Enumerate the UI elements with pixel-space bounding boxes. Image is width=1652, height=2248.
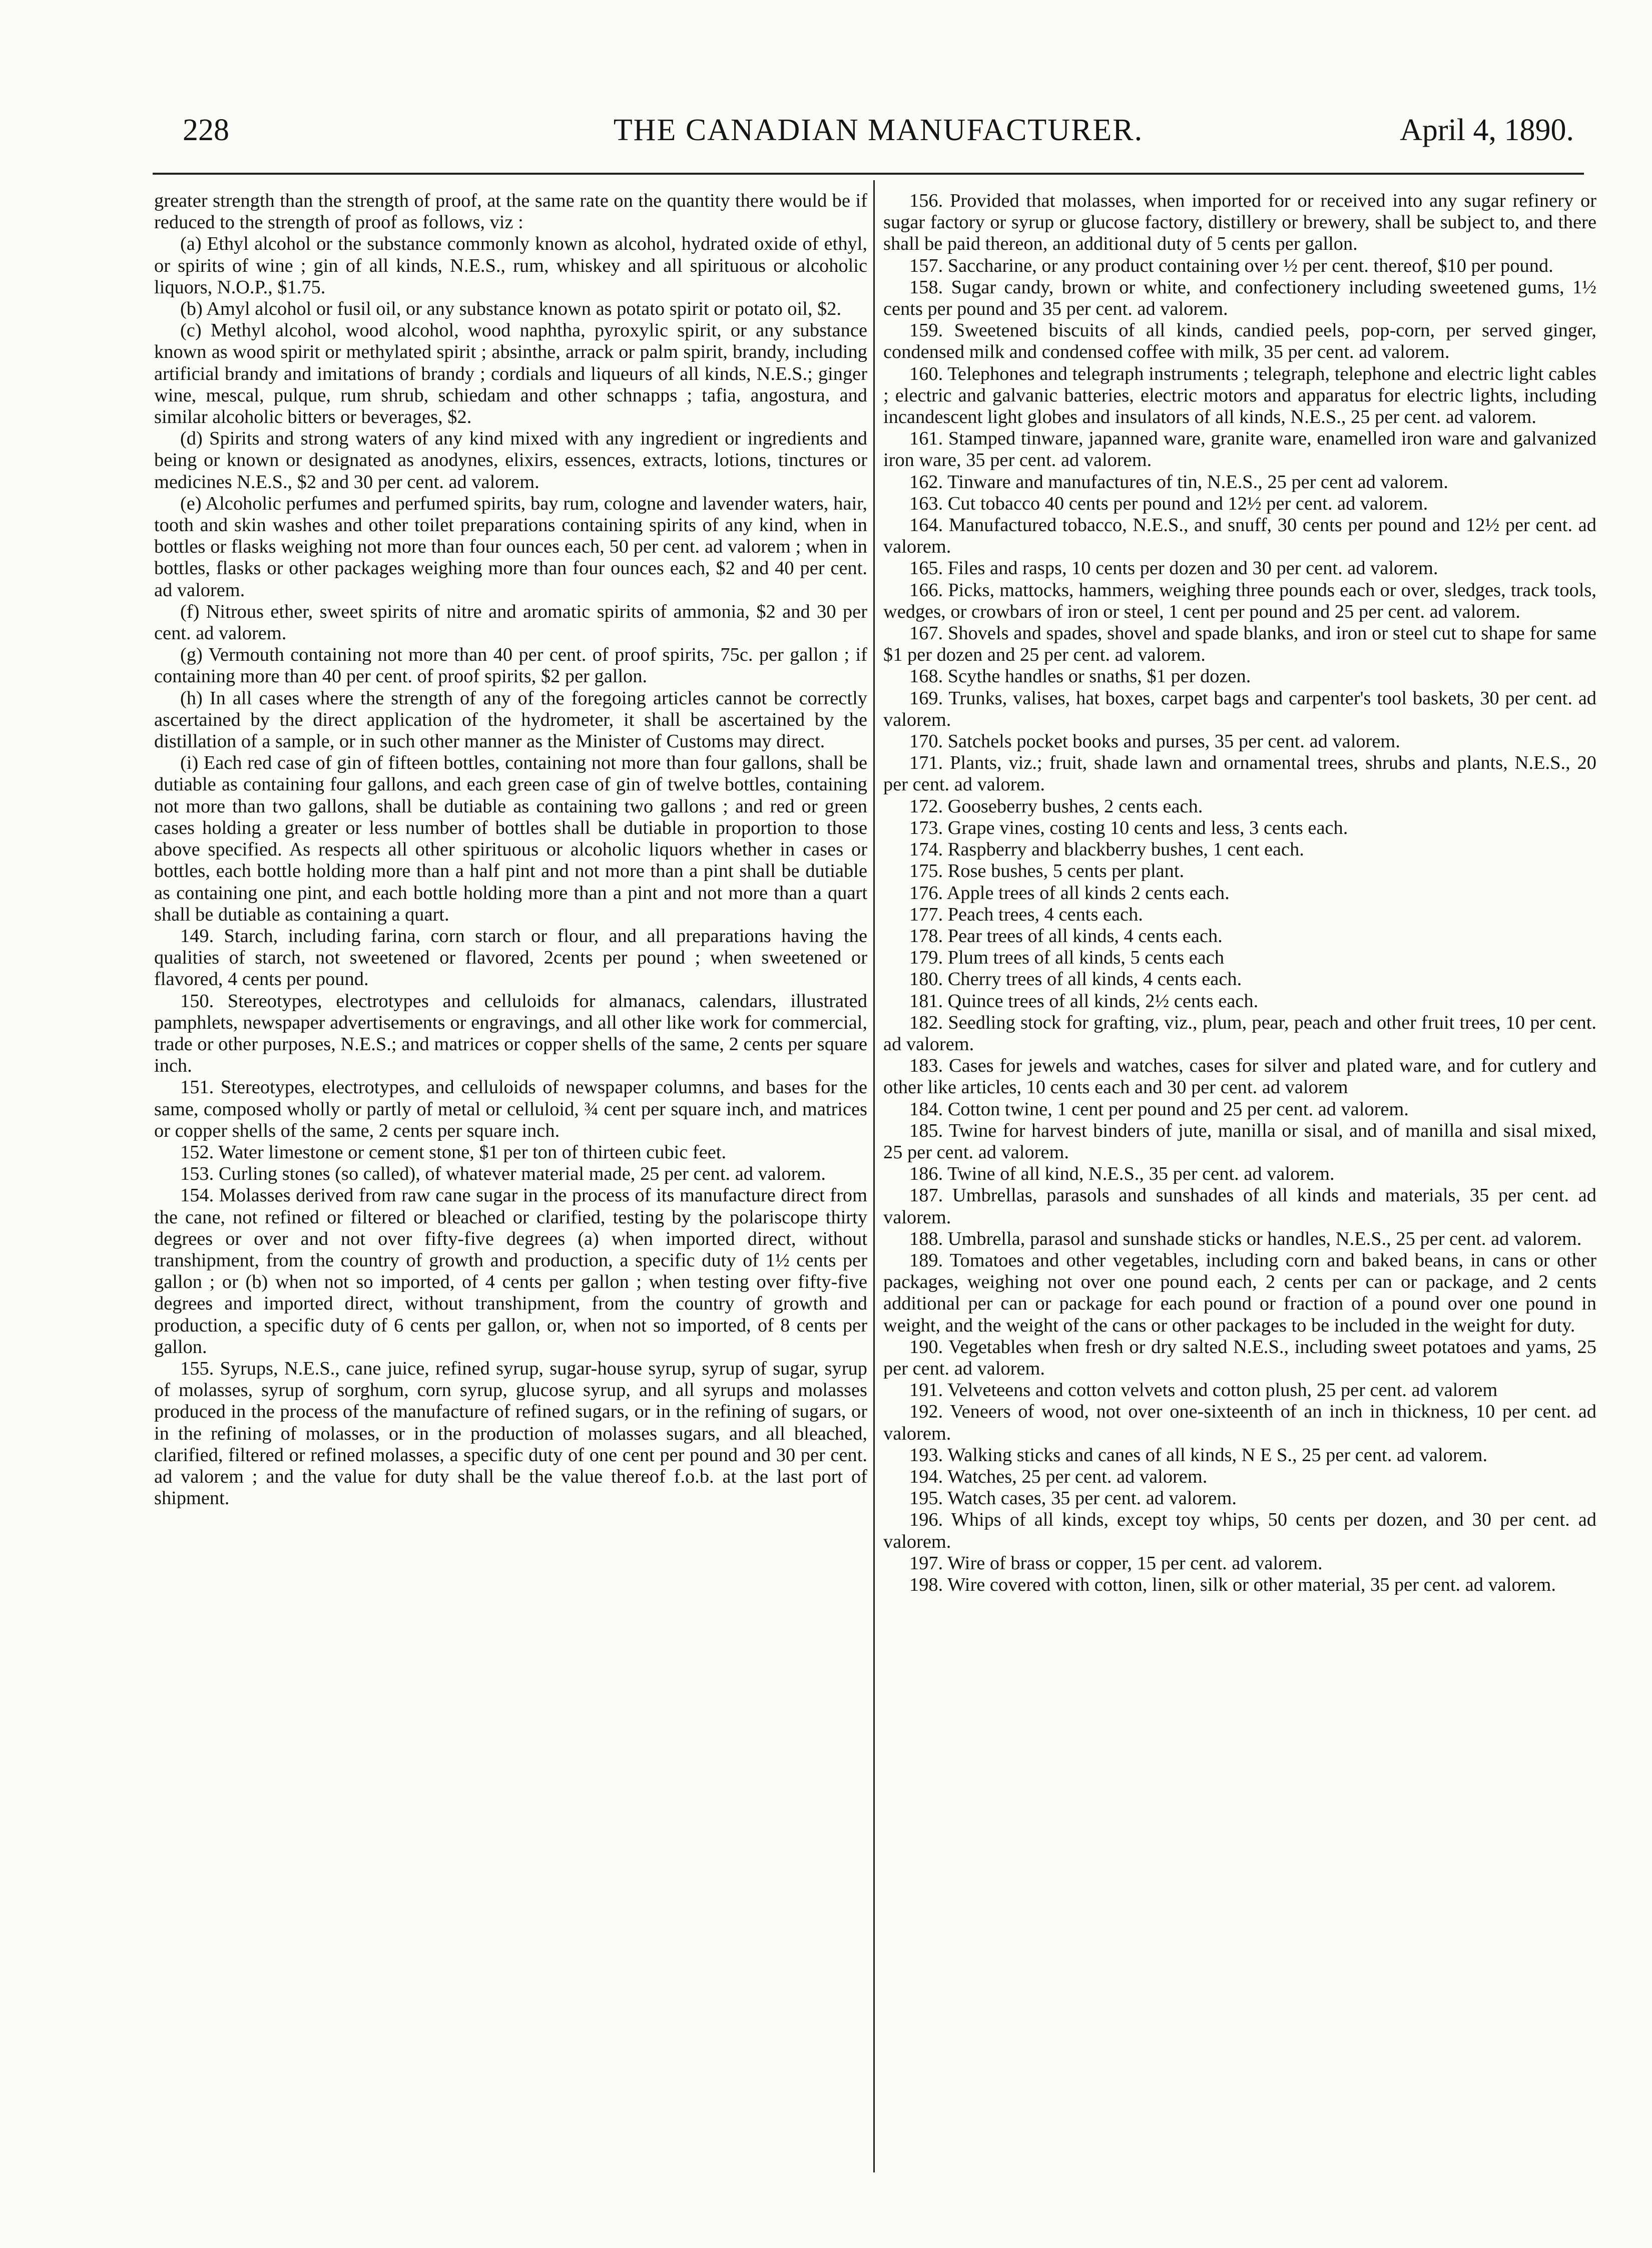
tariff-paragraph: 177. Peach trees, 4 cents each. xyxy=(909,904,1143,925)
tariff-paragraph: 150. Stereotypes, electrotypes and celluloids for almanacs, calendars, illustrated pamphlets, newspaper advertisements or engravings, and all other like work for commercial, trade or other purposes, N.E.S.; and matrices or copper shells of the same, 2 cents per square inch. xyxy=(154,990,867,1077)
page-number: 228 xyxy=(183,113,229,147)
tariff-paragraph: 197. Wire of brass or copper, 15 per cent. ad valorem. xyxy=(909,1552,1323,1574)
tariff-paragraph: 193. Walking sticks and canes of all kinds, N E S., 25 per cent. ad valorem. xyxy=(909,1444,1488,1466)
tariff-paragraph: 156. Provided that molasses, when imported for or received into any sugar refinery or sugar factory or syrup or glucose factory, distillery or brewery, shall be subject to, and there shall be paid thereon, an additional duty of 5 cents per gallon. xyxy=(883,190,1596,255)
tariff-paragraph: (h) In all cases where the strength of any of the foregoing articles cannot be correctly ascertained by the direct application of the hydrometer, it shall be ascertained by the distillation of a sample, or in such other manner as the Minister of Customs may direct. xyxy=(154,687,867,752)
tariff-paragraph: (b) Amyl alcohol or fusil oil, or any substance known as potato spirit or potato oil, $2. xyxy=(180,298,842,320)
tariff-paragraph: 192. Veneers of wood, not over one-sixteenth of an inch in thickness, 10 per cent. ad valorem. xyxy=(883,1401,1596,1444)
issue-date: April 4, 1890. xyxy=(1400,113,1574,147)
tariff-paragraph: 170. Satchels pocket books and purses, 35 per cent. ad valorem. xyxy=(909,731,1400,752)
page-header xyxy=(183,103,1574,158)
tariff-paragraph: 198. Wire covered with cotton, linen, silk or other material, 35 per cent. ad valorem. xyxy=(909,1574,1556,1595)
tariff-paragraph: (i) Each red case of gin of fifteen bottles, containing not more than four gallons, shall be dutiable as containing four gallons, and each green case of gin of twelve bottles, containing not more than two gallons, shall be dutiable as containing two gallons ; and red or green cases holding a greater or less number of bottles shall be dutiable in proportion to those above specified. As respects all other spirituous or alcoholic liquors whether in cases or bottles, each bottle holding more than a half pint and not more than a pint shall be dutiable as containing one pint, and each bottle holding more than a pint and not more than a quart shall be dutiable as containing a quart. xyxy=(154,752,867,925)
tariff-paragraph: 152. Water limestone or cement stone, $1 per ton of thirteen cubic feet. xyxy=(180,1141,727,1163)
tariff-paragraph: 174. Raspberry and blackberry bushes, 1 cent each. xyxy=(909,839,1304,860)
tariff-paragraph: 181. Quince trees of all kinds, 2½ cents each. xyxy=(909,990,1259,1012)
tariff-paragraph: (d) Spirits and strong waters of any kind mixed with any ingredient or ingredients and being or known or designated as anodynes, elixirs, essences, extracts, lotions, tinctures or medicines N.E.S., $2 and 30 per cent. ad valorem. xyxy=(154,428,867,493)
tariff-paragraph: 161. Stamped tinware, japanned ware, granite ware, enamelled iron ware and galvanized iron ware, 35 per cent. ad valorem. xyxy=(883,428,1596,471)
tariff-paragraph: 191. Velveteens and cotton velvets and cotton plush, 25 per cent. ad valorem xyxy=(909,1380,1498,1401)
tariff-paragraph: 149. Starch, including farina, corn starch or flour, and all preparations having the qualities of starch, not sweetened or flavored, 2cents per pound ; when sweetened or flavored, 4 cents per pound. xyxy=(154,925,867,990)
tariff-paragraph: 157. Saccharine, or any product containing over ½ per cent. thereof, $10 per pound. xyxy=(909,255,1553,276)
tariff-paragraph: 155. Syrups, N.E.S., cane juice, refined syrup, sugar-house syrup, syrup of sugar, syrup of molasses, syrup of sorghum, corn syrup, glucose syrup, and all syrups and molasses produced in the process of the manufacture of refined sugars, or in the refining of sugars, or in the refining of molasses, or in the production of molasses sugars, and all bleached, clarified, filtered or refined molasses, a specific duty of one cent per pound and 30 per cent. ad valorem ; and the value for duty shall be the value thereof f.o.b. at the last port of shipment. xyxy=(154,1358,867,1509)
tariff-paragraph: 167. Shovels and spades, shovel and spade blanks, and iron or steel cut to shape for same $1 per dozen and 25 per cent. ad valorem. xyxy=(883,623,1596,666)
tariff-paragraph: 169. Trunks, valises, hat boxes, carpet bags and carpenter's tool baskets, 30 per cent. ad valorem. xyxy=(883,687,1596,730)
tariff-paragraph: 184. Cotton twine, 1 cent per pound and 25 per cent. ad valorem. xyxy=(909,1098,1409,1120)
publication-title: THE CANADIAN MANUFACTURER. xyxy=(613,113,1144,147)
tariff-paragraph: 188. Umbrella, parasol and sunshade sticks or handles, N.E.S., 25 per cent. ad valorem. xyxy=(909,1228,1582,1249)
tariff-paragraph: 158. Sugar candy, brown or white, and confectionery including sweetened gums, 1½ cents per pound and 35 per cent. ad valorem. xyxy=(883,276,1596,320)
tariff-paragraph: (a) Ethyl alcohol or the substance commonly known as alcohol, hydrated oxide of ethyl, or spirits of wine ; gin of all kinds, N.E.S., rum, whiskey and all spirituous or alcoholic liquors, N.O.P., $1.75. xyxy=(154,233,867,298)
tariff-paragraph: 179. Plum trees of all kinds, 5 cents each xyxy=(909,947,1225,969)
tariff-paragraph: 189. Tomatoes and other vegetables, including corn and baked beans, in cans or other packages, weighing not over one pound each, 2 cents per can or package, and 2 cents additional per can or package for each pound or fraction of a pound over one pound in weight, and the weight of the cans or other packages to be included in the weight for duty. xyxy=(883,1249,1596,1336)
tariff-paragraph: 185. Twine for harvest binders of jute, manilla or sisal, and of manilla and sisal mixed, 25 per cent. ad valorem. xyxy=(883,1120,1596,1163)
tariff-paragraph: 194. Watches, 25 per cent. ad valorem. xyxy=(909,1466,1208,1487)
tariff-paragraph: 168. Scythe handles or snaths, $1 per dozen. xyxy=(909,666,1251,687)
header-rule xyxy=(153,173,1584,175)
tariff-paragraph: 186. Twine of all kind, N.E.S., 35 per cent. ad valorem. xyxy=(909,1163,1335,1185)
tariff-paragraph: 166. Picks, mattocks, hammers, weighing three pounds each or over, sledges, track tools, wedges, or crowbars of iron or steel, 1 cent per pound and 25 per cent. ad valorem. xyxy=(883,579,1596,622)
tariff-paragraph: (g) Vermouth containing not more than 40 per cent. of proof spirits, 75c. per gallon ; if containing more than 40 per cent. of proof spirits, $2 per gallon. xyxy=(154,644,867,687)
tariff-paragraph: 159. Sweetened biscuits of all kinds, candied peels, pop-corn, per served ginger, condensed milk and condensed coffee with milk, 35 per cent. ad valorem. xyxy=(883,320,1596,363)
left-column xyxy=(154,190,867,1509)
tariff-paragraph: 182. Seedling stock for grafting, viz., plum, pear, peach and other fruit trees, 10 per cent. ad valorem. xyxy=(883,1012,1596,1055)
tariff-paragraph: (f) Nitrous ether, sweet spirits of nitre and aromatic spirits of ammonia, $2 and 30 per cent. ad valorem. xyxy=(154,601,867,644)
tariff-paragraph: 180. Cherry trees of all kinds, 4 cents each. xyxy=(909,969,1242,990)
tariff-paragraph: 153. Curling stones (so called), of whatever material made, 25 per cent. ad valorem. xyxy=(180,1163,826,1185)
column-divider xyxy=(873,180,875,2172)
tariff-paragraph: 175. Rose bushes, 5 cents per plant. xyxy=(909,860,1185,882)
tariff-paragraph: 164. Manufactured tobacco, N.E.S., and snuff, 30 cents per pound and 12½ per cent. ad valorem. xyxy=(883,515,1596,558)
tariff-paragraph: greater strength than the strength of proof, at the same rate on the quantity there would be if reduced to the strength of proof as follows, viz : xyxy=(154,190,867,233)
tariff-paragraph: 187. Umbrellas, parasols and sunshades of all kinds and materials, 35 per cent. ad valorem. xyxy=(883,1185,1596,1228)
tariff-paragraph: 165. Files and rasps, 10 cents per dozen and 30 per cent. ad valorem. xyxy=(909,558,1438,579)
tariff-paragraph: 162. Tinware and manufactures of tin, N.E.S., 25 per cent ad valorem. xyxy=(909,471,1448,493)
tariff-paragraph: 163. Cut tobacco 40 cents per pound and 12½ per cent. ad valorem. xyxy=(909,493,1428,514)
tariff-paragraph: 176. Apple trees of all kinds 2 cents each. xyxy=(909,882,1230,904)
tariff-paragraph: 172. Gooseberry bushes, 2 cents each. xyxy=(909,795,1203,817)
tariff-paragraph: 178. Pear trees of all kinds, 4 cents each. xyxy=(909,925,1223,947)
tariff-paragraph: 151. Stereotypes, electrotypes, and celluloids of newspaper columns, and bases for the same, composed wholly or partly of metal or celluloid, ¾ cent per square inch, and matrices or copper shells of the same, 2 cents per square inch. xyxy=(154,1077,867,1141)
right-column xyxy=(883,190,1596,1596)
tariff-paragraph: 190. Vegetables when fresh or dry salted N.E.S., including sweet potatoes and yams, 25 per cent. ad valorem. xyxy=(883,1336,1596,1379)
tariff-paragraph: 154. Molasses derived from raw cane sugar in the process of its manufacture direct from the cane, not refined or filtered or bleached or clarified, testing by the polariscope thirty degrees or over and not over fifty-five degrees (a) when imported direct, without transhipment, from the country of growth and production, a specific duty of 1½ cents per gallon ; or (b) when not so imported, of 4 cents per gallon ; when testing over fifty-five degrees and imported direct, without transhipment, from the country of growth and production, a specific duty of 6 cents per gallon, or, when not so imported, of 8 cents per gallon. xyxy=(154,1185,867,1358)
tariff-paragraph: 171. Plants, viz.; fruit, shade lawn and ornamental trees, shrubs and plants, N.E.S., 20 per cent. ad valorem. xyxy=(883,752,1596,795)
tariff-paragraph: 195. Watch cases, 35 per cent. ad valorem. xyxy=(909,1488,1237,1509)
tariff-paragraph: (e) Alcoholic perfumes and perfumed spirits, bay rum, cologne and lavender waters, hair, tooth and skin washes and other toilet preparations containing spirits of any kind, when in bottles or flasks weighing not more than four ounces each, 50 per cent. ad valorem ; when in bottles, flasks or other packages weighing more than four ounces each, $2 and 40 per cent. ad valorem. xyxy=(154,493,867,601)
tariff-paragraph: (c) Methyl alcohol, wood alcohol, wood naphtha, pyroxylic spirit, or any substance known as wood spirit or methylated spirit ; absinthe, arrack or palm spirit, brandy, including artificial brandy and imitations of brandy ; cordials and liqueurs of all kinds, N.E.S.; ginger wine, mescal, pulque, rum shrub, schiedam and other schnapps ; tafia, angostura, and similar alcoholic bitters or beverages, $2. xyxy=(154,320,867,428)
tariff-paragraph: 160. Telephones and telegraph instruments ; telegraph, telephone and electric light cables ; electric and galvanic batteries, electric motors and apparatus for electric lights, including incandescent light globes and insulators of all kinds, N.E.S., 25 per cent. ad valorem. xyxy=(883,363,1596,428)
tariff-paragraph: 183. Cases for jewels and watches, cases for silver and plated ware, and for cutlery and other like articles, 10 cents each and 30 per cent. ad valorem xyxy=(883,1055,1596,1098)
tariff-paragraph: 173. Grape vines, costing 10 cents and less, 3 cents each. xyxy=(909,817,1348,838)
tariff-paragraph: 196. Whips of all kinds, except toy whips, 50 cents per dozen, and 30 per cent. ad valorem. xyxy=(883,1509,1596,1552)
